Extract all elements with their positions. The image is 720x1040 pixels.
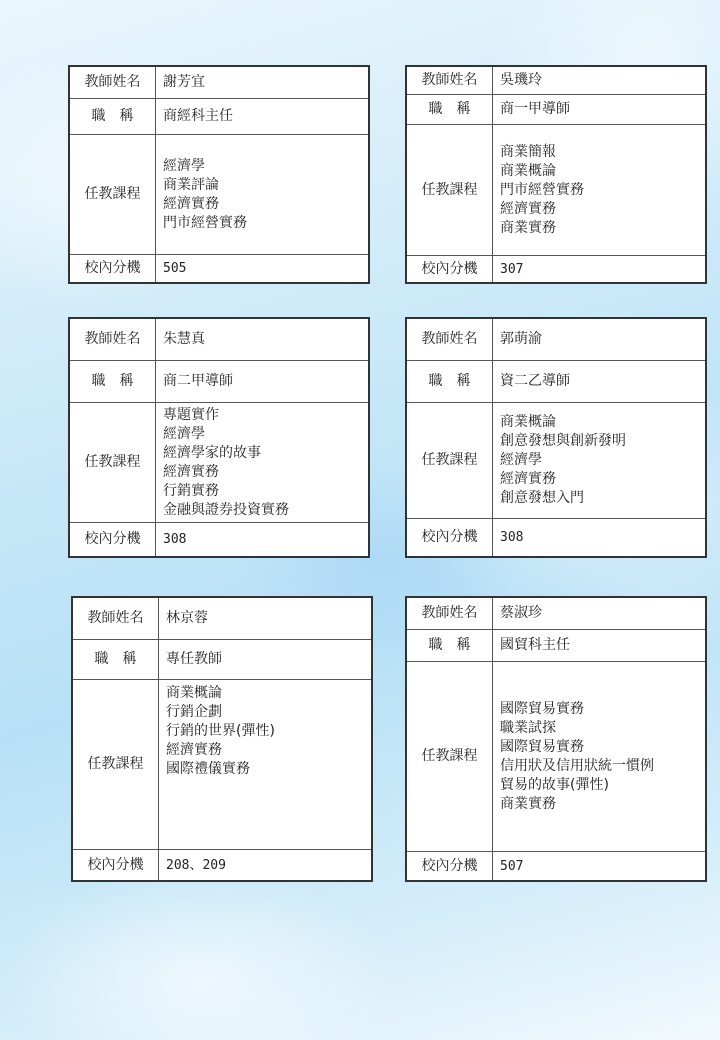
course-item: 行銷的世界(彈性)	[166, 723, 275, 739]
course-item: 國際貿易實務	[500, 738, 584, 755]
course-item: 商業概論	[500, 162, 556, 179]
course-item: 國際禮儀實務	[166, 761, 250, 777]
course-item: 商業實務	[500, 795, 556, 812]
course-item: 商業簡報	[500, 143, 556, 160]
teacher-title: 資二乙導師	[493, 361, 705, 403]
teacher-title: 商一甲導師	[493, 95, 705, 125]
course-item: 創意發想與創新發明	[500, 433, 626, 449]
course-item: 經濟學	[163, 425, 205, 442]
ext-label: 校內分機	[407, 256, 493, 282]
ext-label: 校內分機	[70, 523, 156, 556]
course-item: 經濟學	[500, 452, 542, 468]
teacher-card	[405, 596, 707, 882]
course-item: 商業概論	[500, 414, 556, 430]
name-label: 教師姓名	[407, 67, 493, 95]
title-label: 職 稱	[70, 99, 156, 135]
course-item: 經濟學	[163, 157, 205, 174]
teacher-title: 專任教師	[159, 640, 371, 680]
course-item: 金融與證券投資實務	[163, 501, 289, 518]
title-label: 職 稱	[407, 95, 493, 125]
course-item: 信用狀及信用狀統一慣例	[500, 757, 654, 774]
course-item: 創意發想入門	[500, 490, 584, 506]
teacher-card	[68, 317, 370, 558]
course-item: 門市經營實務	[500, 181, 584, 198]
course-list	[493, 125, 705, 256]
course-item: 行銷企劃	[166, 704, 222, 720]
teacher-name: 謝芳宜	[156, 67, 368, 99]
course-item: 行銷實務	[163, 482, 219, 499]
teacher-card	[405, 65, 707, 284]
courses-label: 任教課程	[407, 125, 493, 256]
course-item: 貿易的故事(彈性)	[500, 776, 609, 793]
title-label: 職 稱	[70, 361, 156, 403]
ext-label: 校內分機	[407, 852, 493, 880]
course-list	[159, 680, 371, 850]
course-item: 經濟實務	[163, 195, 219, 212]
courses-label: 任教課程	[407, 662, 493, 852]
course-item: 專題實作	[163, 406, 219, 423]
extension-number: 307	[500, 261, 524, 277]
course-item: 經濟實務	[163, 463, 219, 480]
teacher-card	[71, 596, 373, 882]
courses-label: 任教課程	[70, 403, 156, 523]
teacher-name: 郭萌渝	[493, 319, 705, 361]
course-item: 商業概論	[166, 685, 222, 701]
teacher-name: 朱慧真	[156, 319, 368, 361]
teacher-title: 國貿科主任	[493, 630, 705, 662]
courses-label: 任教課程	[73, 680, 159, 850]
extension-number: 308	[163, 532, 187, 547]
course-item: 國際貿易實務	[500, 700, 584, 717]
extension-number: 505	[163, 261, 187, 276]
extension-number: 208、209	[166, 857, 226, 873]
ext-label: 校內分機	[407, 519, 493, 556]
teacher-title: 商經科主任	[156, 99, 368, 135]
course-list	[156, 403, 368, 523]
title-label: 職 稱	[73, 640, 159, 680]
name-label: 教師姓名	[407, 598, 493, 630]
course-item: 經濟實務	[500, 471, 556, 487]
title-label: 職 稱	[407, 630, 493, 662]
ext-label: 校內分機	[70, 255, 156, 282]
teacher-name: 林京蓉	[159, 598, 371, 640]
title-label: 職 稱	[407, 361, 493, 403]
course-list	[493, 662, 705, 852]
teacher-title: 商二甲導師	[156, 361, 368, 403]
course-item: 門市經營實務	[163, 214, 247, 231]
course-item: 職業試探	[500, 719, 556, 736]
extension-number: 507	[500, 858, 524, 874]
course-item: 經濟實務	[166, 742, 222, 758]
course-list	[156, 135, 368, 255]
teacher-name: 蔡淑珍	[493, 598, 705, 630]
teacher-name: 吳璣玲	[493, 67, 705, 95]
course-list	[493, 403, 705, 519]
teacher-card	[68, 65, 370, 284]
name-label: 教師姓名	[70, 67, 156, 99]
ext-label: 校內分機	[73, 850, 159, 880]
course-item: 經濟學家的故事	[163, 444, 261, 461]
course-item: 經濟實務	[500, 200, 556, 217]
courses-label: 任教課程	[407, 403, 493, 519]
extension-number: 308	[500, 530, 524, 545]
teacher-card	[405, 317, 707, 558]
name-label: 教師姓名	[407, 319, 493, 361]
course-item: 商業實務	[500, 219, 556, 236]
name-label: 教師姓名	[70, 319, 156, 361]
courses-label: 任教課程	[70, 135, 156, 255]
name-label: 教師姓名	[73, 598, 159, 640]
course-item: 商業評論	[163, 176, 219, 193]
